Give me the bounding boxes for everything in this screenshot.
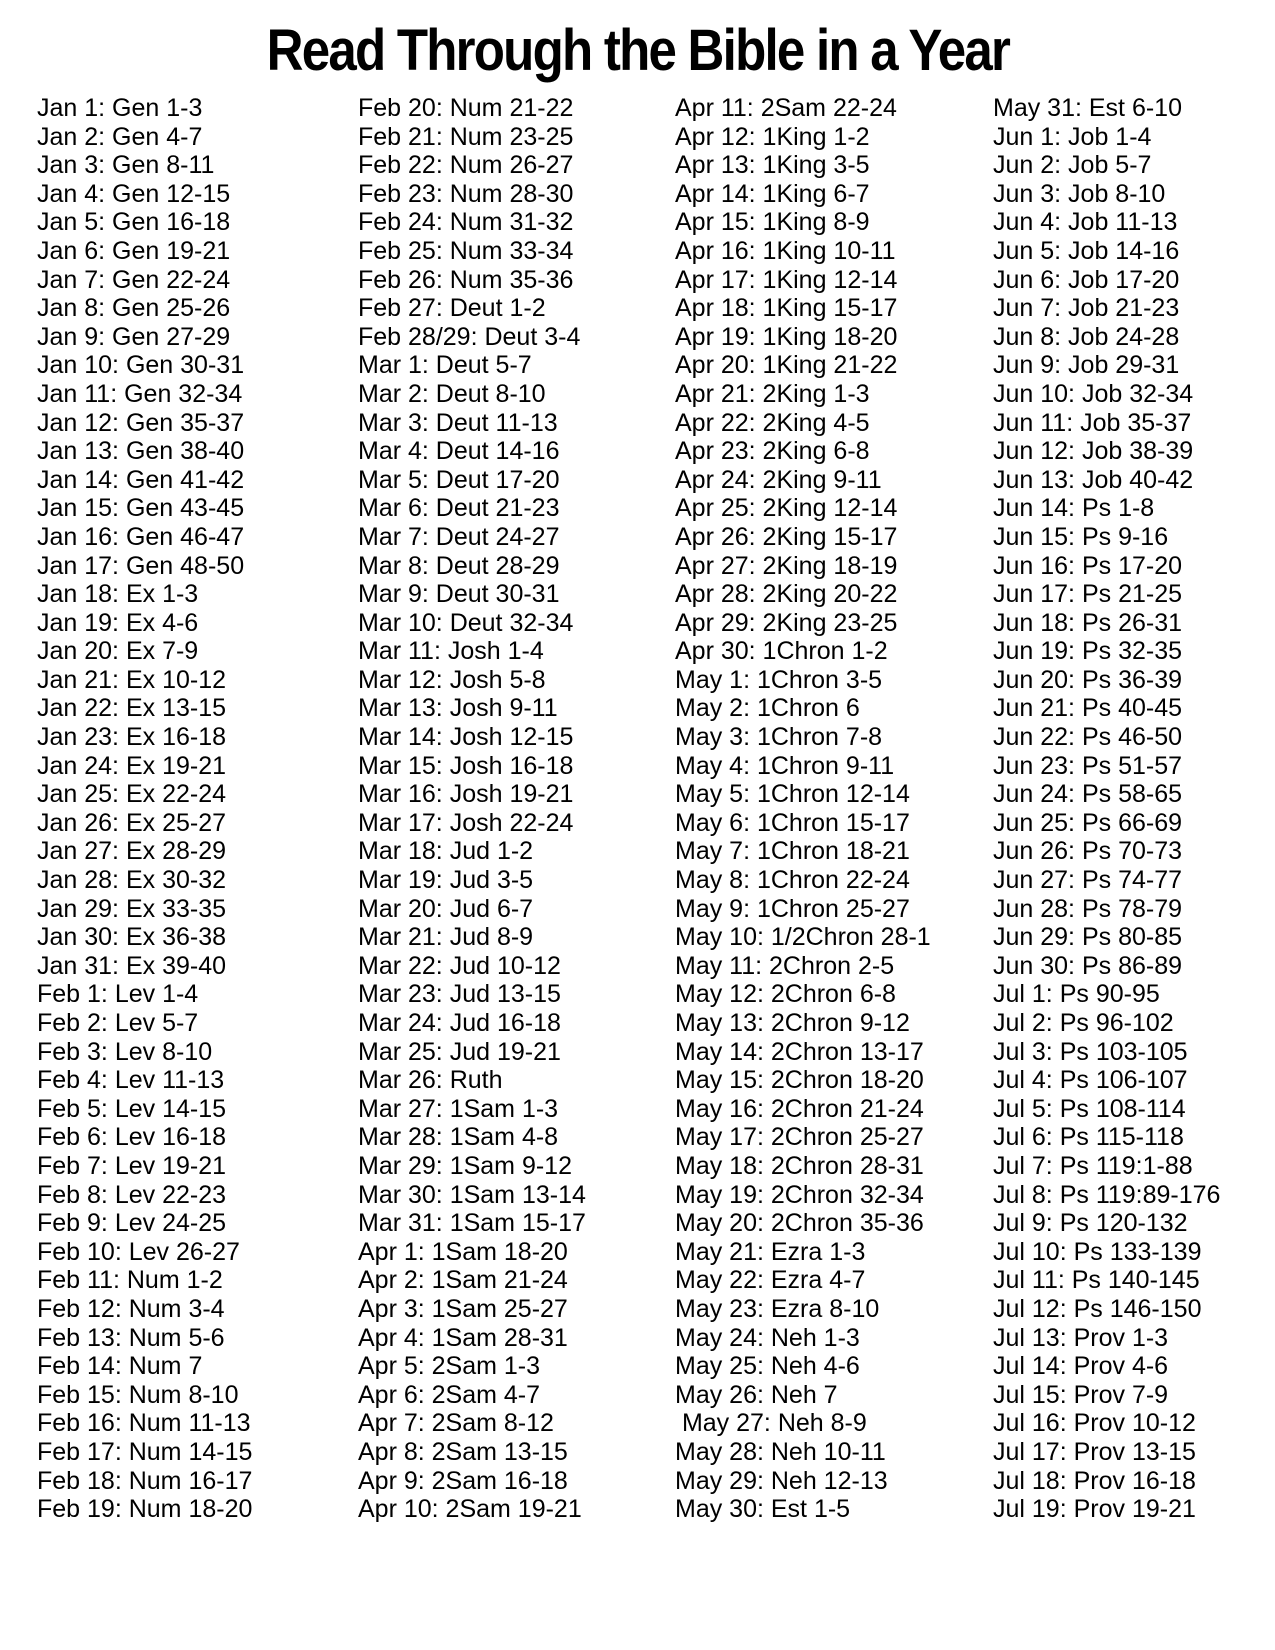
reading-entry: Feb 20: Num 21-22 bbox=[358, 94, 574, 122]
reading-entry: Apr 14: 1King 6-7 bbox=[675, 179, 870, 208]
reading-entry: May 13: 2Chron 9-12 bbox=[675, 1009, 910, 1037]
reading-entry: Apr 7: 2Sam 8-12 bbox=[358, 1409, 554, 1438]
reading-entry: Apr 17: 1King 12-14 bbox=[675, 265, 898, 294]
reading-entry: Feb 17: Num 14-15 bbox=[37, 1437, 253, 1466]
reading-entry: Jul 17: Prov 13-15 bbox=[993, 1437, 1196, 1466]
reading-entry: Jul 2: Ps 96-102 bbox=[993, 1009, 1174, 1037]
reading-entry: Jul 9: Ps 120-132 bbox=[993, 1209, 1188, 1238]
reading-entry: May 6: 1Chron 15-17 bbox=[675, 808, 910, 837]
reading-entry: May 22: Ezra 4-7 bbox=[675, 1266, 866, 1295]
reading-entry: Feb 11: Num 1-2 bbox=[37, 1266, 223, 1295]
reading-entry: May 21: Ezra 1-3 bbox=[675, 1237, 866, 1266]
reading-entry: Jul 4: Ps 106-107 bbox=[993, 1066, 1188, 1095]
reading-entry: Apr 13: 1King 3-5 bbox=[675, 151, 870, 180]
reading-entry: May 16: 2Chron 21-24 bbox=[675, 1094, 924, 1123]
reading-entry: Jul 10: Ps 133-139 bbox=[993, 1237, 1202, 1266]
reading-entry: May 8: 1Chron 22-24 bbox=[675, 866, 910, 895]
reading-entry: May 26: Neh 7 bbox=[675, 1380, 838, 1409]
reading-entry: Apr 15: 1King 8-9 bbox=[675, 208, 870, 237]
reading-entry: Feb 19: Num 18-20 bbox=[37, 1495, 253, 1524]
reading-entry: Jul 11: Ps 140-145 bbox=[993, 1266, 1200, 1295]
reading-entry: Apr 27: 2King 18-19 bbox=[675, 551, 898, 580]
reading-entry: Mar 22: Jud 10-12 bbox=[358, 951, 561, 980]
reading-entry: Jun 4: Job 11-13 bbox=[993, 208, 1178, 237]
reading-entry: Apr 30: 1Chron 1-2 bbox=[675, 637, 888, 666]
reading-entry: Mar 5: Deut 17-20 bbox=[358, 465, 560, 494]
reading-entry: Jun 16: Ps 17-20 bbox=[993, 551, 1183, 580]
reading-entry: Apr 5: 2Sam 1-3 bbox=[358, 1352, 541, 1381]
reading-entry: Jun 24: Ps 58-65 bbox=[993, 780, 1183, 809]
reading-entry: Mar 14: Josh 12-15 bbox=[358, 723, 574, 752]
reading-entry: May 3: 1Chron 7-8 bbox=[675, 723, 883, 752]
reading-entry: Jun 13: Job 40-42 bbox=[993, 465, 1194, 494]
reading-entry: Mar 20: Jud 6-7 bbox=[358, 894, 534, 923]
reading-entry: Jun 10: Job 32-34 bbox=[993, 379, 1194, 408]
reading-entry: Apr 21: 2King 1-3 bbox=[675, 379, 870, 408]
title-bar bbox=[0, 0, 1275, 86]
reading-entry: Feb 1: Lev 1-4 bbox=[37, 980, 199, 1009]
reading-entry: Mar 2: Deut 8-10 bbox=[358, 379, 546, 408]
reading-entry: Jan 15: Gen 43-45 bbox=[37, 494, 245, 523]
reading-entry: Jun 30: Ps 86-89 bbox=[993, 951, 1183, 980]
reading-entry: May 15: 2Chron 18-20 bbox=[675, 1066, 924, 1095]
reading-entry: May 27: Neh 8-9 bbox=[675, 1409, 867, 1438]
reading-entry: Jun 2: Job 5-7 bbox=[993, 151, 1152, 180]
reading-entry: May 17: 2Chron 25-27 bbox=[675, 1123, 924, 1152]
reading-entry: Jan 18: Ex 1-3 bbox=[37, 580, 199, 609]
reading-entry: Mar 19: Jud 3-5 bbox=[358, 866, 534, 895]
reading-entry: Apr 18: 1King 15-17 bbox=[675, 294, 898, 323]
reading-entry: Jan 9: Gen 27-29 bbox=[37, 322, 231, 351]
reading-entry: Mar 26: Ruth bbox=[358, 1066, 503, 1095]
reading-entry: Jan 11: Gen 32-34 bbox=[37, 379, 243, 408]
reading-entry: May 18: 2Chron 28-31 bbox=[675, 1151, 924, 1180]
reading-entry: Jan 19: Ex 4-6 bbox=[37, 608, 199, 637]
reading-entry: Feb 2: Lev 5-7 bbox=[37, 1009, 199, 1037]
reading-entry: Feb 28/29: Deut 3-4 bbox=[358, 322, 581, 351]
reading-entry: Jun 21: Ps 40-45 bbox=[993, 694, 1183, 723]
reading-entry: Feb 13: Num 5-6 bbox=[37, 1323, 225, 1352]
reading-entry: Feb 4: Lev 11-13 bbox=[37, 1066, 225, 1095]
reading-entry: Feb 22: Num 26-27 bbox=[358, 151, 574, 180]
reading-entry: May 9: 1Chron 25-27 bbox=[675, 894, 910, 923]
reading-entry: May 19: 2Chron 32-34 bbox=[675, 1180, 924, 1209]
reading-entry: Jan 30: Ex 36-38 bbox=[37, 923, 227, 952]
reading-entry: Jun 28: Ps 78-79 bbox=[993, 894, 1183, 923]
reading-entry: Mar 18: Jud 1-2 bbox=[358, 837, 534, 866]
reading-entry: Jan 8: Gen 25-26 bbox=[37, 294, 231, 323]
reading-entry: Jan 20: Ex 7-9 bbox=[37, 637, 199, 666]
reading-entry: Jun 12: Job 38-39 bbox=[993, 437, 1194, 466]
reading-entry: Jul 16: Prov 10-12 bbox=[993, 1409, 1196, 1438]
reading-entry: Jan 13: Gen 38-40 bbox=[37, 437, 245, 466]
reading-column-3 bbox=[675, 94, 993, 1524]
reading-entry: Jun 7: Job 21-23 bbox=[993, 294, 1180, 323]
reading-entry: Jan 16: Gen 46-47 bbox=[37, 522, 245, 551]
reading-entry: Jan 29: Ex 33-35 bbox=[37, 894, 227, 923]
reading-entry: Jan 27: Ex 28-29 bbox=[37, 837, 227, 866]
reading-entry: Apr 25: 2King 12-14 bbox=[675, 494, 898, 523]
reading-entry: Jan 7: Gen 22-24 bbox=[37, 265, 231, 294]
reading-column-1 bbox=[37, 94, 358, 1524]
reading-entry: Feb 25: Num 33-34 bbox=[358, 236, 574, 265]
reading-entry: Jul 7: Ps 119:1-88 bbox=[993, 1151, 1193, 1180]
reading-entry: Feb 23: Num 28-30 bbox=[358, 179, 574, 208]
reading-plan-grid bbox=[0, 86, 1275, 1524]
reading-entry: Jun 27: Ps 74-77 bbox=[993, 866, 1183, 895]
reading-entry: May 30: Est 1-5 bbox=[675, 1495, 851, 1524]
reading-entry: May 1: 1Chron 3-5 bbox=[675, 665, 883, 694]
reading-entry: May 10: 1/2Chron 28-1 bbox=[675, 923, 931, 952]
reading-entry: Jun 9: Job 29-31 bbox=[993, 351, 1180, 380]
reading-entry: Mar 16: Josh 19-21 bbox=[358, 780, 574, 809]
reading-entry: Jan 1: Gen 1-3 bbox=[37, 94, 203, 122]
reading-entry: Jul 18: Prov 16-18 bbox=[993, 1466, 1196, 1495]
reading-entry: Feb 14: Num 7 bbox=[37, 1352, 203, 1381]
reading-entry: Jun 3: Job 8-10 bbox=[993, 179, 1166, 208]
reading-entry: Feb 5: Lev 14-15 bbox=[37, 1094, 227, 1123]
reading-column-2 bbox=[358, 94, 675, 1524]
reading-entry: Apr 11: 2Sam 22-24 bbox=[675, 94, 897, 122]
reading-entry: Jun 14: Ps 1-8 bbox=[993, 494, 1155, 523]
reading-entry: Mar 25: Jud 19-21 bbox=[358, 1037, 561, 1066]
reading-entry: Jan 23: Ex 16-18 bbox=[37, 723, 227, 752]
reading-entry: Mar 30: 1Sam 13-14 bbox=[358, 1180, 586, 1209]
reading-entry: Jul 3: Ps 103-105 bbox=[993, 1037, 1188, 1066]
reading-entry: May 23: Ezra 8-10 bbox=[675, 1294, 880, 1323]
reading-entry: Mar 24: Jud 16-18 bbox=[358, 1009, 561, 1037]
reading-entry: Jul 12: Ps 146-150 bbox=[993, 1294, 1202, 1323]
reading-entry: May 24: Neh 1-3 bbox=[675, 1323, 860, 1352]
page-title: Read Through the Bible in a Year bbox=[266, 18, 1009, 83]
reading-entry: Mar 12: Josh 5-8 bbox=[358, 665, 546, 694]
reading-entry: Jan 25: Ex 22-24 bbox=[37, 780, 227, 809]
reading-entry: Jun 19: Ps 32-35 bbox=[993, 637, 1183, 666]
reading-entry: Apr 9: 2Sam 16-18 bbox=[358, 1466, 568, 1495]
reading-entry: Jan 5: Gen 16-18 bbox=[37, 208, 231, 237]
reading-entry: Jul 13: Prov 1-3 bbox=[993, 1323, 1169, 1352]
reading-entry: Jun 11: Job 35-37 bbox=[993, 408, 1192, 437]
reading-entry: Mar 9: Deut 30-31 bbox=[358, 580, 560, 609]
reading-entry: Jul 1: Ps 90-95 bbox=[993, 980, 1160, 1009]
reading-entry: Jun 20: Ps 36-39 bbox=[993, 665, 1183, 694]
reading-entry: Mar 10: Deut 32-34 bbox=[358, 608, 574, 637]
reading-entry: Apr 28: 2King 20-22 bbox=[675, 580, 898, 609]
reading-entry: Jun 25: Ps 66-69 bbox=[993, 808, 1183, 837]
reading-entry: Jan 4: Gen 12-15 bbox=[37, 179, 231, 208]
reading-entry: Jan 12: Gen 35-37 bbox=[37, 408, 245, 437]
reading-entry: Jan 6: Gen 19-21 bbox=[37, 236, 231, 265]
reading-entry: Apr 12: 1King 1-2 bbox=[675, 122, 870, 151]
reading-entry: Apr 22: 2King 4-5 bbox=[675, 408, 870, 437]
reading-entry: Mar 29: 1Sam 9-12 bbox=[358, 1151, 572, 1180]
reading-entry: Apr 23: 2King 6-8 bbox=[675, 437, 870, 466]
reading-entry: Jun 6: Job 17-20 bbox=[993, 265, 1180, 294]
reading-entry: Mar 8: Deut 28-29 bbox=[358, 551, 560, 580]
reading-entry: Jun 18: Ps 26-31 bbox=[993, 608, 1183, 637]
reading-entry: Jan 14: Gen 41-42 bbox=[37, 465, 245, 494]
reading-entry: Feb 15: Num 8-10 bbox=[37, 1380, 239, 1409]
reading-entry: Mar 13: Josh 9-11 bbox=[358, 694, 558, 723]
reading-entry: Jun 26: Ps 70-73 bbox=[993, 837, 1183, 866]
reading-entry: Jan 31: Ex 39-40 bbox=[37, 951, 227, 980]
reading-entry: May 25: Neh 4-6 bbox=[675, 1352, 860, 1381]
reading-entry: Jul 6: Ps 115-118 bbox=[993, 1123, 1184, 1152]
reading-entry: Feb 6: Lev 16-18 bbox=[37, 1123, 227, 1152]
reading-entry: Apr 16: 1King 10-11 bbox=[675, 236, 896, 265]
reading-entry: Jun 5: Job 14-16 bbox=[993, 236, 1180, 265]
reading-entry: Feb 24: Num 31-32 bbox=[358, 208, 574, 237]
reading-entry: Mar 17: Josh 22-24 bbox=[358, 808, 574, 837]
reading-entry: Apr 6: 2Sam 4-7 bbox=[358, 1380, 541, 1409]
reading-entry: Mar 7: Deut 24-27 bbox=[358, 522, 560, 551]
reading-entry: Jan 24: Ex 19-21 bbox=[37, 751, 227, 780]
reading-entry: Mar 23: Jud 13-15 bbox=[358, 980, 561, 1009]
reading-entry: May 4: 1Chron 9-11 bbox=[675, 751, 895, 780]
reading-entry: Mar 27: 1Sam 1-3 bbox=[358, 1094, 559, 1123]
reading-entry: Jun 23: Ps 51-57 bbox=[993, 751, 1183, 780]
reading-entry: May 28: Neh 10-11 bbox=[675, 1437, 886, 1466]
reading-entry: Jun 1: Job 1-4 bbox=[993, 122, 1152, 151]
reading-entry: Feb 21: Num 23-25 bbox=[358, 122, 574, 151]
reading-entry: May 20: 2Chron 35-36 bbox=[675, 1209, 924, 1238]
reading-entry: Feb 27: Deut 1-2 bbox=[358, 294, 546, 323]
reading-entry: May 2: 1Chron 6 bbox=[675, 694, 860, 723]
reading-entry: Feb 10: Lev 26-27 bbox=[37, 1237, 240, 1266]
reading-entry: May 11: 2Chron 2-5 bbox=[675, 951, 895, 980]
reading-entry: Mar 31: 1Sam 15-17 bbox=[358, 1209, 586, 1238]
reading-entry: Apr 2: 1Sam 21-24 bbox=[358, 1266, 568, 1295]
reading-entry: Apr 3: 1Sam 25-27 bbox=[358, 1294, 568, 1323]
reading-entry: Apr 1: 1Sam 18-20 bbox=[358, 1237, 568, 1266]
reading-entry: Jul 5: Ps 108-114 bbox=[993, 1094, 1186, 1123]
reading-entry: Apr 24: 2King 9-11 bbox=[675, 465, 882, 494]
reading-entry: May 12: 2Chron 6-8 bbox=[675, 980, 896, 1009]
reading-entry: Mar 1: Deut 5-7 bbox=[358, 351, 532, 380]
reading-entry: Mar 11: Josh 1-4 bbox=[358, 637, 544, 666]
reading-entry: Jul 14: Prov 4-6 bbox=[993, 1352, 1169, 1381]
reading-entry: Jan 28: Ex 30-32 bbox=[37, 866, 227, 895]
reading-entry: May 7: 1Chron 18-21 bbox=[675, 837, 910, 866]
reading-entry: Jun 29: Ps 80-85 bbox=[993, 923, 1183, 952]
reading-entry: May 31: Est 6-10 bbox=[993, 94, 1182, 122]
reading-entry: Apr 19: 1King 18-20 bbox=[675, 322, 898, 351]
reading-entry: Feb 16: Num 11-13 bbox=[37, 1409, 251, 1438]
reading-entry: May 14: 2Chron 13-17 bbox=[675, 1037, 924, 1066]
reading-entry: Feb 12: Num 3-4 bbox=[37, 1294, 225, 1323]
reading-entry: Feb 8: Lev 22-23 bbox=[37, 1180, 227, 1209]
reading-entry: Apr 8: 2Sam 13-15 bbox=[358, 1437, 568, 1466]
reading-entry: Feb 3: Lev 8-10 bbox=[37, 1037, 213, 1066]
reading-entry: Jun 15: Ps 9-16 bbox=[993, 522, 1169, 551]
reading-entry: Mar 21: Jud 8-9 bbox=[358, 923, 534, 952]
reading-entry: Jan 22: Ex 13-15 bbox=[37, 694, 227, 723]
reading-entry: Jul 19: Prov 19-21 bbox=[993, 1495, 1196, 1524]
reading-entry: Jun 17: Ps 21-25 bbox=[993, 580, 1183, 609]
reading-entry: Mar 28: 1Sam 4-8 bbox=[358, 1123, 559, 1152]
reading-entry: Apr 20: 1King 21-22 bbox=[675, 351, 898, 380]
reading-entry: Jan 17: Gen 48-50 bbox=[37, 551, 245, 580]
reading-entry: Feb 7: Lev 19-21 bbox=[37, 1151, 227, 1180]
reading-entry: Mar 15: Josh 16-18 bbox=[358, 751, 574, 780]
reading-entry: Feb 18: Num 16-17 bbox=[37, 1466, 253, 1495]
reading-entry: May 5: 1Chron 12-14 bbox=[675, 780, 910, 809]
reading-entry: Jun 8: Job 24-28 bbox=[993, 322, 1180, 351]
reading-entry: Apr 10: 2Sam 19-21 bbox=[358, 1495, 582, 1524]
reading-entry: Mar 3: Deut 11-13 bbox=[358, 408, 558, 437]
reading-entry: Apr 29: 2King 23-25 bbox=[675, 608, 898, 637]
reading-entry: Feb 9: Lev 24-25 bbox=[37, 1209, 227, 1238]
reading-entry: Jun 22: Ps 46-50 bbox=[993, 723, 1183, 752]
reading-entry: Jul 15: Prov 7-9 bbox=[993, 1380, 1169, 1409]
reading-entry: Jan 26: Ex 25-27 bbox=[37, 808, 227, 837]
reading-entry: Jan 2: Gen 4-7 bbox=[37, 122, 203, 151]
reading-entry: Apr 26: 2King 15-17 bbox=[675, 522, 898, 551]
reading-entry: May 29: Neh 12-13 bbox=[675, 1466, 888, 1495]
reading-entry: Apr 4: 1Sam 28-31 bbox=[358, 1323, 568, 1352]
reading-entry: Jul 8: Ps 119:89-176 bbox=[993, 1180, 1221, 1209]
reading-entry: Jan 10: Gen 30-31 bbox=[37, 351, 245, 380]
reading-entry: Feb 26: Num 35-36 bbox=[358, 265, 574, 294]
reading-entry: Jan 21: Ex 10-12 bbox=[37, 665, 227, 694]
reading-column-4 bbox=[993, 94, 1275, 1524]
reading-entry: Mar 6: Deut 21-23 bbox=[358, 494, 560, 523]
reading-entry: Mar 4: Deut 14-16 bbox=[358, 437, 560, 466]
reading-entry: Jan 3: Gen 8-11 bbox=[37, 151, 215, 180]
